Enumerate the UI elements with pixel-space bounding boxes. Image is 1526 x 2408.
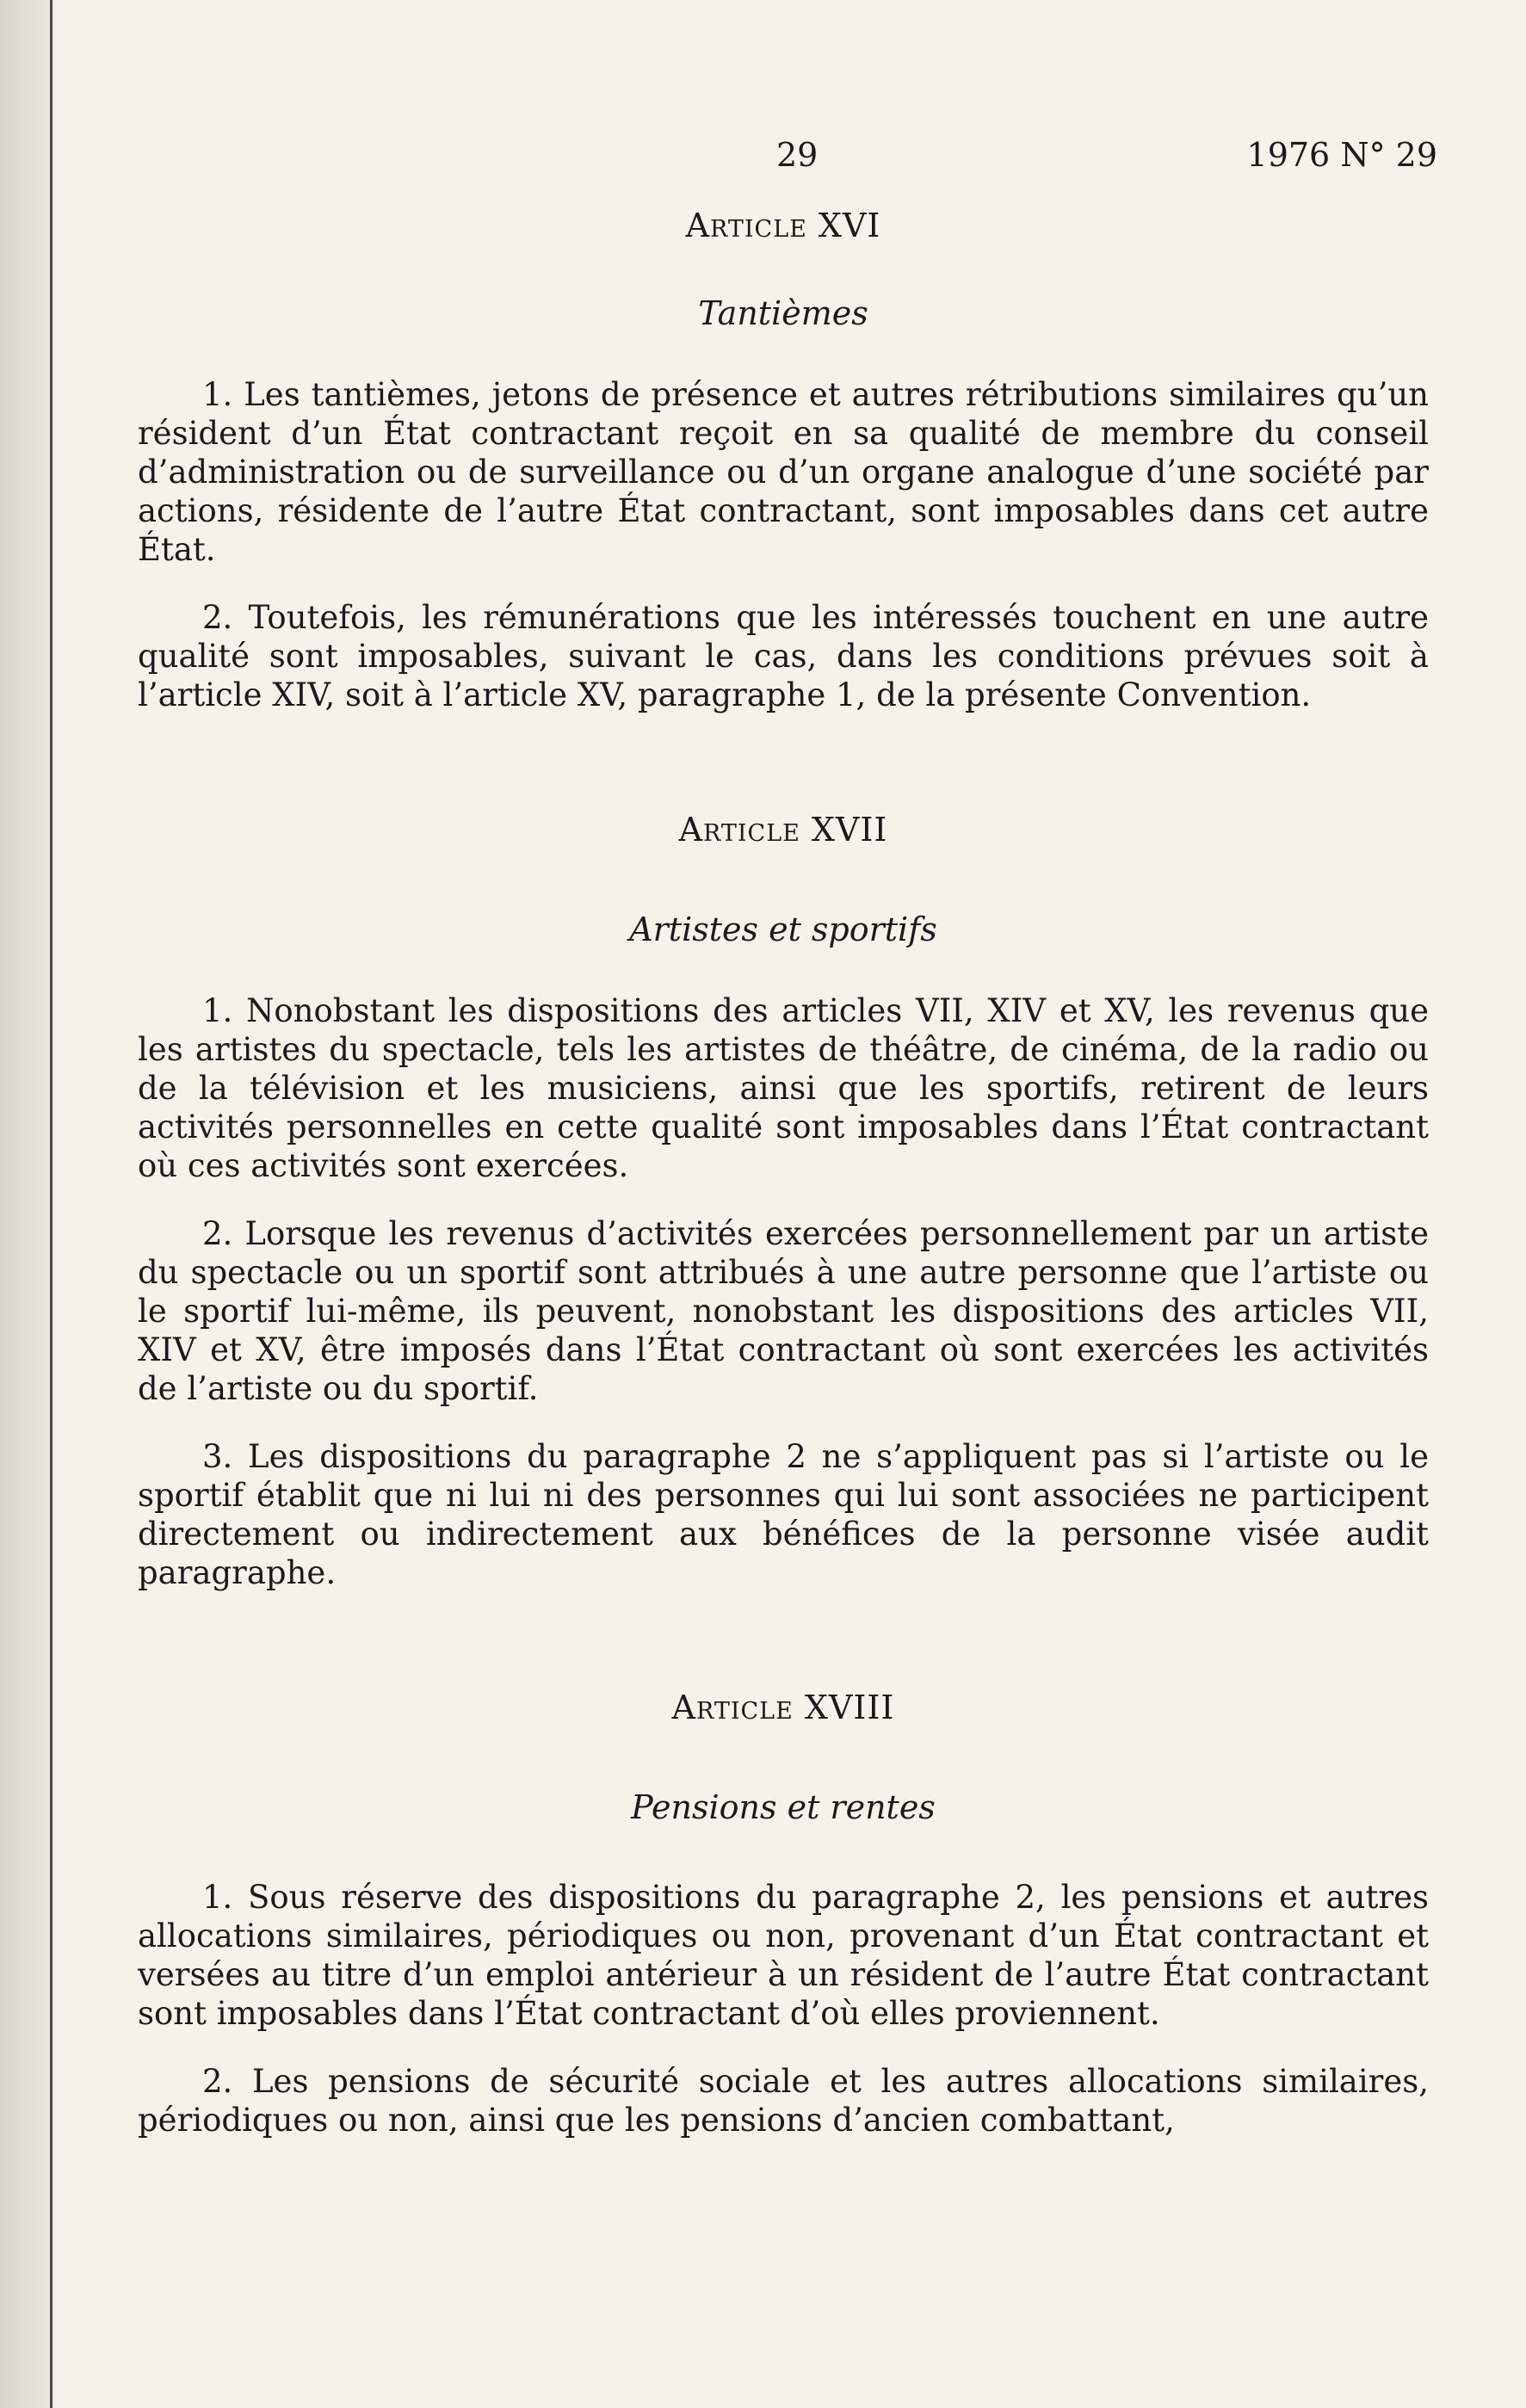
- article-xvi-title: Tantièmes: [698, 294, 868, 332]
- binding-shadow: [0, 0, 50, 2408]
- article-xvii-paragraph-3: 3. Les dispositions du paragraphe 2 ne s’appliquent pas si l’artiste ou le sportif établit que ni lui ni des personnes qui lui sont associées ne participent directement ou indirectement aux bénéfices de la personne visée audit paragraphe.: [138, 1438, 1429, 1591]
- article-xviii-title: Pensions et rentes: [631, 1788, 936, 1826]
- article-xvi-heading: Article XVI: [685, 207, 881, 244]
- article-xvii-heading: Article XVII: [678, 811, 888, 849]
- article-xvi-paragraph-1: 1. Les tantièmes, jetons de présence et autres rétributions similaires qu’un résident d’un État contractant reçoit en sa qualité de membre du conseil d’administration ou de surveillance ou d’un organe analogue d’une société par actions, résidente de l’autre État contractant, sont imposables dans cet autre État.: [138, 376, 1429, 568]
- article-xviii-paragraph-1: 1. Sous réserve des dispositions du paragraphe 2, les pensions et autres allocations similaires, périodiques ou non, provenant d’un État contractant et versées au titre d’un emploi antérieur à un résident de l’autre État contractant sont imposables dans l’État contractant d’où elles proviennent.: [138, 1879, 1429, 2032]
- page-body: [138, 207, 1429, 2139]
- article-xviii-heading: Article XVIII: [671, 1689, 895, 1726]
- article-xvii-paragraph-2: 2. Lorsque les revenus d’activités exercées personnellement par un artiste du spectacle ou un sportif sont attribués à une autre personne que l’artiste ou le sportif lui-même, ils peuvent, nonobstant les dispositions des articles VII, XIV et XV, être imposés dans l’État contractant où sont exercées les activités de l’artiste ou du sportif.: [138, 1215, 1429, 1407]
- article-xvii-title: Artistes et sportifs: [629, 911, 937, 948]
- article-xvii-paragraph-1: 1. Nonobstant les dispositions des articles VII, XIV et XV, les revenus que les artistes du spectacle, tels les artistes de théâtre, de cinéma, de la radio ou de la télévision et les musiciens, ainsi que les sportifs, retirent de leurs activités personnelles en cette qualité sont imposables dans l’État contractant où ces activités sont exercées.: [138, 992, 1429, 1184]
- page-number: 29: [776, 136, 819, 174]
- document-reference: 1976 N° 29: [1246, 136, 1437, 174]
- article-xviii-paragraph-2: 2. Les pensions de sécurité sociale et les autres allocations similaires, périodiques ou non, ainsi que les pensions d’ancien combattant,: [138, 2063, 1429, 2139]
- article-xvi-paragraph-2: 2. Toutefois, les rémunérations que les intéressés touchent en une autre qualité sont imposables, suivant le cas, dans les conditions prévues soit à l’article XIV, soit à l’article XV, paragraphe 1, de la présente Convention.: [138, 599, 1429, 713]
- page-header: [138, 136, 1437, 188]
- binding-edge: [50, 0, 53, 2408]
